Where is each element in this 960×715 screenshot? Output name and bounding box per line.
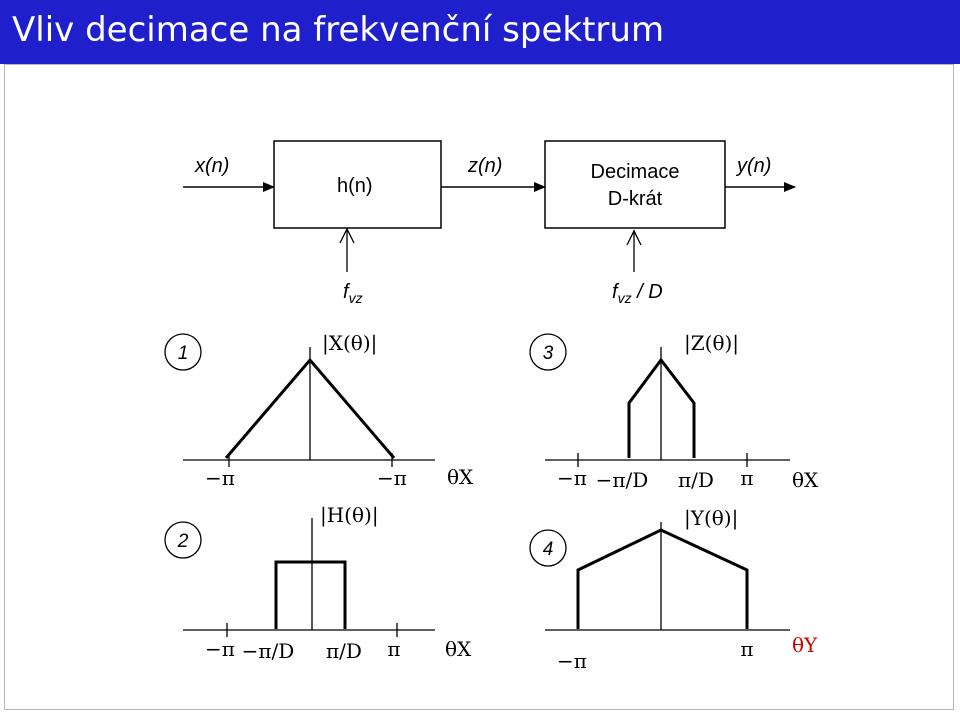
middle-signal-label: z(n) (468, 155, 503, 177)
panel-3-tick-label: π (740, 466, 754, 490)
panel-4-spectrum (578, 530, 747, 629)
panel-3-axis-label: θX (792, 468, 819, 492)
panel-1-label: |X(θ)| (322, 331, 378, 355)
panel-2-filter-response (276, 562, 345, 629)
panel-1-number: 1 (177, 343, 189, 364)
panel-2-tick-label: −π (205, 637, 235, 661)
filter-label: h(n) (337, 175, 373, 197)
decimator-block (545, 141, 725, 228)
input-signal-label: x(n) (195, 155, 230, 177)
panel-1-tick-label: −π (205, 466, 235, 490)
panel-2-axis-label: θX (445, 637, 472, 661)
panel-3-tick-label: −π/D (595, 468, 649, 492)
panel-2-tick-label: π (387, 637, 401, 661)
panel-4-axis-label: θY (792, 633, 818, 657)
block-diagram (183, 141, 795, 306)
panel-3 (530, 331, 819, 492)
decimator-label-2: D-krát (607, 188, 663, 210)
panel-2-label: |H(θ)| (320, 503, 379, 527)
panel-2-tick-label: −π/D (241, 639, 295, 663)
panel-1-axis-label: θX (447, 465, 474, 489)
panel-2 (165, 503, 472, 663)
panel-2-tick-label: π/D (326, 639, 362, 663)
filter-control-label: $f_{vz}$ (343, 281, 363, 306)
slide-title: Vliv decimace na frekvenční spektrum (12, 10, 665, 50)
decimator-label-1: Decimace (590, 161, 680, 183)
panel-4-label: |Y(θ)| (684, 506, 739, 530)
panel-3-tick-label: −π (557, 466, 587, 490)
panel-1-tick-label: −π (377, 466, 407, 490)
panel-3-label: |Z(θ)| (684, 331, 740, 355)
panel-4-number: 4 (542, 539, 554, 560)
panel-4 (530, 506, 818, 673)
panel-1 (165, 331, 474, 490)
decimator-control-label: $f_{vz}$ / D (612, 281, 663, 306)
panel-3-number: 3 (542, 343, 554, 364)
output-signal-label: y(n) (737, 155, 772, 177)
panel-4-tick-label: −π (557, 649, 587, 673)
panel-4-tick-label: π (740, 637, 754, 661)
panel-2-number: 2 (177, 531, 189, 552)
panel-3-tick-label: π/D (678, 468, 714, 492)
